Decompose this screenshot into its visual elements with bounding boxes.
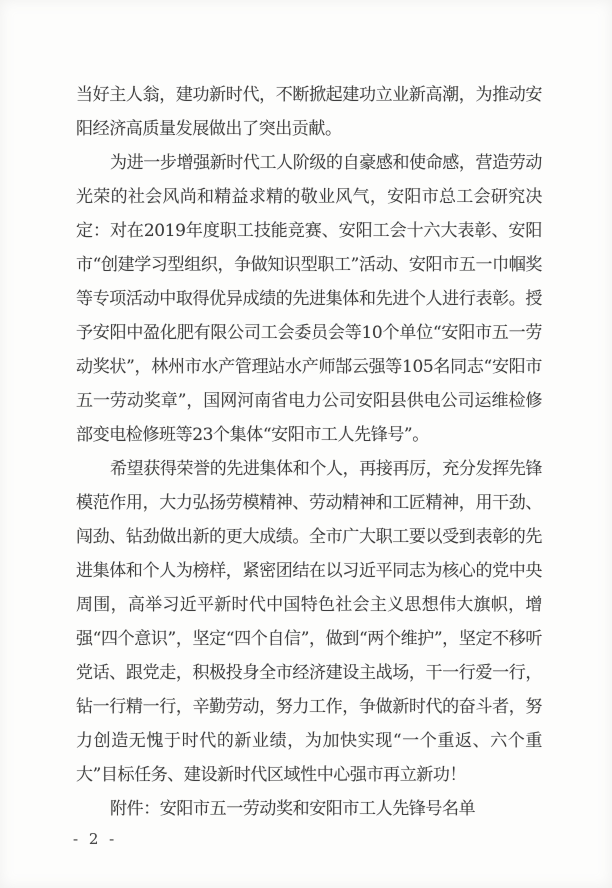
body-paragraph-hope: 希望获得荣誉的先进集体和个人，再接再厉，充分发挥先锋模范作用，大力弘扬劳模精神、劳动精神和工匠精神，用干劲、闯劲、钻劲做出新的更大成绩。全市广大职工要以受到表彰的先进集体和个人为榜样，紧密团结在以习近平同志为核心的党中央周围，高举习近平新时代中国特色社会主义思想伟大旗帜，增强“四个意识”，坚定“四个自信”，做到“两个维护”，坚定不移听党话、跟党走，积极投身全市经济建设主战场，干一行爱一行，钻一行精一行，辛勤劳动，努力工作，争做新时代的奋斗者，努力创造无愧于时代的新业绩，为加快实现“一个重返、六个重大”目标任务、建设新时代区域性中心强市再立新功！: [76, 459, 542, 785]
document-body: [76, 78, 542, 826]
attachment-note: 附件：安阳市五一劳动奖和安阳市工人先锋号名单: [110, 799, 476, 819]
body-paragraph-decision: 为进一步增强新时代工人阶级的自豪感和使命感，营造劳动光荣的社会风尚和精益求精的敬业风气，安阳市总工会研究决定：对在2019年度职工技能竞赛、安阳工会十六大表彰、安阳市“创建学习型组织，争做知识型职工”活动、安阳市五一巾帼奖等专项活动中取得优异成绩的先进集体和先进个人进行表彰。授予安阳中盈化肥有限公司工会委员会等10个单位“安阳市五一劳动奖状”，林州市水产管理站水产师郜云强等105名同志“安阳市五一劳动奖章”，国网河南省电力公司安阳县供电公司运维检修部变电检修班等23个集体“安阳市工人先锋号”。: [76, 153, 542, 445]
page-number: - 2 -: [73, 830, 118, 848]
body-paragraph-continuation: 当好主人翁，建功新时代，不断掀起建功立业新高潮，为推动安阳经济高质量发展做出了突出贡献。: [76, 85, 542, 139]
